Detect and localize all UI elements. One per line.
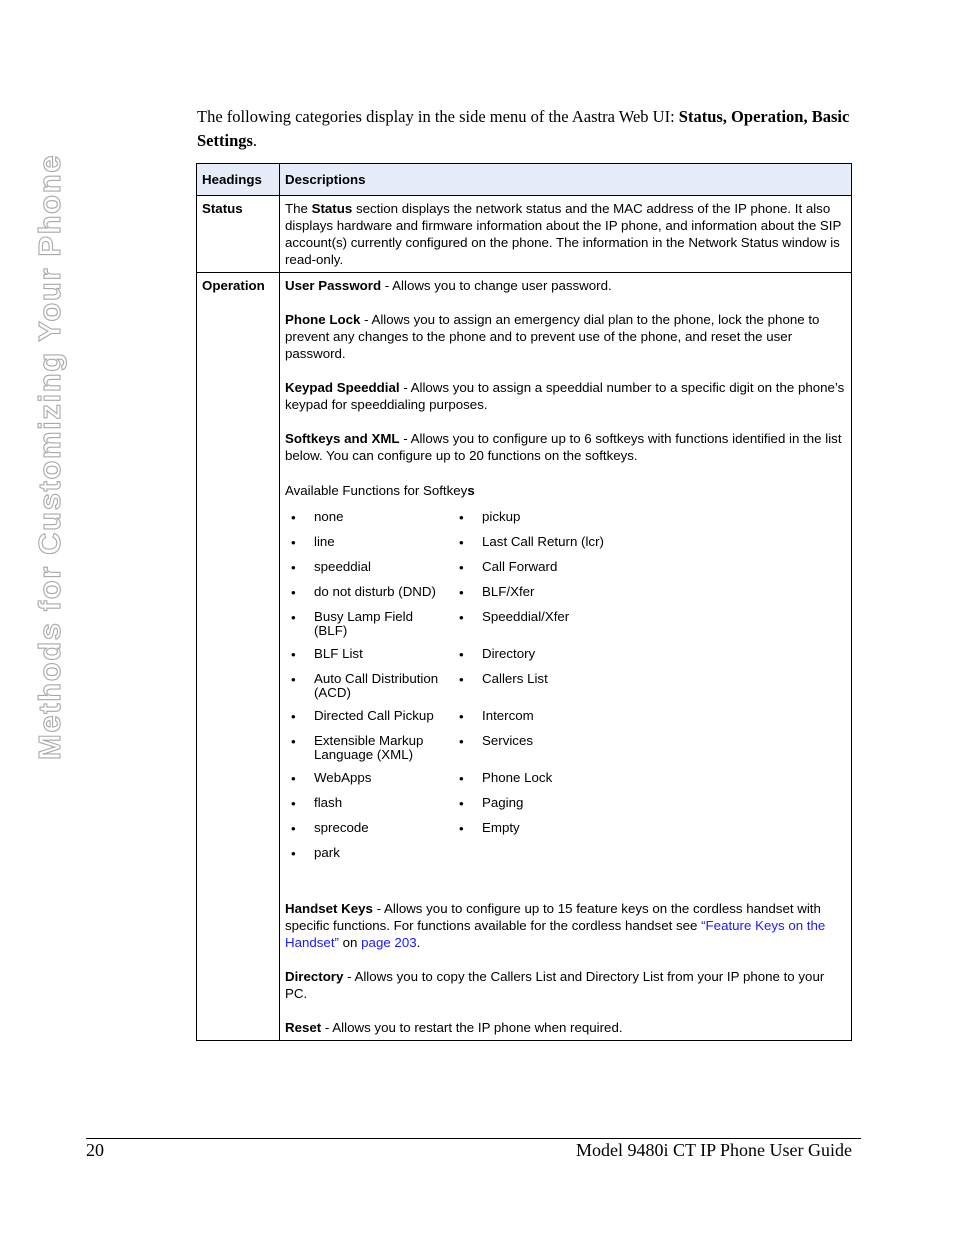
operation-description <box>280 273 852 1041</box>
softkey-functions-list <box>285 509 846 870</box>
function-label: Speeddial/Xfer <box>482 609 570 624</box>
list-item <box>453 534 673 559</box>
operation-heading: Operation <box>197 273 280 1041</box>
intro-paragraph <box>197 105 852 153</box>
status-description <box>280 196 852 273</box>
list-item <box>453 795 673 820</box>
bullet-icon: • <box>291 585 296 600</box>
list-item <box>285 534 453 559</box>
function-label: sprecode <box>314 820 369 835</box>
categories-table <box>196 163 852 1041</box>
function-label: Directory <box>482 646 536 661</box>
list-item <box>453 609 673 646</box>
function-label: park <box>314 845 340 860</box>
function-label: Services <box>482 733 533 748</box>
bullet-icon: • <box>459 796 464 811</box>
list-item <box>285 646 453 671</box>
item-bold: Softkeys and XML <box>285 431 400 446</box>
list-item <box>285 770 453 795</box>
function-label: BLF List <box>314 646 363 661</box>
bullet-icon: • <box>459 535 464 550</box>
chapter-side-title: Methods for Customizing Your Phone <box>32 153 67 760</box>
bullet-icon: • <box>291 672 296 687</box>
directory-item <box>285 968 846 1002</box>
list-item <box>285 584 453 609</box>
bullet-icon: • <box>291 610 296 625</box>
status-heading: Status <box>197 196 280 273</box>
bullet-icon: • <box>291 796 296 811</box>
bullet-icon: • <box>291 846 296 861</box>
footer-divider <box>86 1138 861 1139</box>
header-headings: Headings <box>197 164 280 196</box>
item-bold: Phone Lock <box>285 312 361 327</box>
item-text: - Allows you to assign an emergency dial plan to the phone, lock the phone to prevent any changes to the phone and to prevent use of the phone, and reset the user password. <box>285 312 820 361</box>
list-item <box>285 708 453 733</box>
list-item <box>453 671 673 708</box>
available-functions-label <box>285 482 846 499</box>
item-text: - Allows you to configure up to 15 feature keys on the cordless handset with specific functions. For functions available for the cordless handset see <box>285 901 821 933</box>
header-descriptions: Descriptions <box>280 164 852 196</box>
list-item <box>453 646 673 671</box>
bullet-icon: • <box>459 510 464 525</box>
bullet-icon: • <box>291 510 296 525</box>
function-label: none <box>314 509 344 524</box>
bullet-icon: • <box>459 672 464 687</box>
intro-end: . <box>252 131 258 150</box>
list-item <box>285 795 453 820</box>
function-label: Empty <box>482 820 520 835</box>
list-item <box>285 845 453 870</box>
item-end: . <box>416 935 421 950</box>
bullet-icon: • <box>291 535 296 550</box>
item-text: - Allows you to assign a speeddial number to a specific digit on the phone’s keypad for speeddialing purposes. <box>285 380 845 412</box>
function-label: Auto Call Distribution (ACD) <box>314 671 439 700</box>
item-bold: Keypad Speeddial <box>285 380 400 395</box>
bullet-icon: • <box>459 709 464 724</box>
list-item <box>453 559 673 584</box>
list-item <box>285 820 453 845</box>
function-label: Extensible Markup Language (XML) <box>314 733 424 762</box>
list-item <box>285 733 453 770</box>
item-text: - Allows you to configure up to 6 softkeys with functions identified in the list below. You can configure up to 20 functions on the softkeys. <box>285 431 842 463</box>
bullet-icon: • <box>291 647 296 662</box>
bullet-icon: • <box>291 771 296 786</box>
softkeys-xml-item <box>285 430 846 464</box>
list-item <box>285 671 453 708</box>
item-bold: Reset <box>285 1020 322 1035</box>
bullet-icon: • <box>291 734 296 749</box>
function-label: Directed Call Pickup <box>314 708 434 723</box>
page-link[interactable]: page 203 <box>361 935 417 950</box>
function-label: Call Forward <box>482 559 558 574</box>
intro-text: The following categories display in the side menu of the Aastra Web UI: <box>197 107 679 126</box>
item-text: - Allows you to restart the IP phone when required. <box>321 1020 623 1035</box>
bullet-icon: • <box>459 585 464 600</box>
bullet-icon: • <box>459 610 464 625</box>
bullet-icon: • <box>459 734 464 749</box>
table-header-row <box>197 164 852 196</box>
function-label: WebApps <box>314 770 372 785</box>
feature-keys-link[interactable]: “Feature Keys on the Handset” <box>285 918 826 950</box>
status-text: section displays the network status and the MAC address of the IP phone. It also displays hardware and firmware information about the IP phone, and information about the SIP account(s) currently configured on the phone. The information in the Network Status window is read-only. <box>285 201 842 267</box>
bullet-icon: • <box>291 560 296 575</box>
table-row-status <box>197 196 852 273</box>
bullet-icon: • <box>459 560 464 575</box>
function-label: Callers List <box>482 671 548 686</box>
reset-item <box>285 1019 846 1036</box>
function-label: Last Call Return (lcr) <box>482 534 604 549</box>
bullet-icon: • <box>291 709 296 724</box>
list-item <box>453 820 673 845</box>
handset-keys-item <box>285 900 846 951</box>
table-row-operation <box>197 273 852 1041</box>
list-item <box>453 708 673 733</box>
function-label: Paging <box>482 795 524 810</box>
list-item <box>453 584 673 609</box>
intro-bold: Status, Operation, Basic Settings <box>197 107 850 150</box>
status-pre: The <box>285 201 312 216</box>
function-label: Busy Lamp Field (BLF) <box>314 609 414 638</box>
page-number: 20 <box>86 1140 104 1160</box>
function-label: Intercom <box>482 708 534 723</box>
item-bold: User Password <box>285 278 382 293</box>
item-mid: on <box>338 935 362 950</box>
function-label: line <box>314 534 335 549</box>
bullet-icon: • <box>291 821 296 836</box>
user-password-item <box>285 277 846 294</box>
list-item <box>285 559 453 584</box>
item-text: - Allows you to copy the Callers List and Directory List from your IP phone to your PC. <box>285 969 825 1001</box>
list-item <box>285 509 453 534</box>
keypad-speeddial-item <box>285 379 846 413</box>
list-item <box>453 770 673 795</box>
phone-lock-item <box>285 311 846 362</box>
list-item <box>453 733 673 770</box>
item-bold: Handset Keys <box>285 901 373 916</box>
list-item <box>453 509 673 534</box>
function-label: Phone Lock <box>482 770 553 785</box>
bullet-icon: • <box>459 771 464 786</box>
function-label: pickup <box>482 509 521 524</box>
function-label: do not disturb (DND) <box>314 584 436 599</box>
bullet-icon: • <box>459 821 464 836</box>
function-label: BLF/Xfer <box>482 584 535 599</box>
available-label: Available Functions for Softkey <box>285 483 468 498</box>
item-bold: Directory <box>285 969 344 984</box>
list-item <box>285 609 453 646</box>
available-label-end: s <box>467 483 475 498</box>
guide-title: Model 9480i CT IP Phone User Guide <box>576 1140 852 1160</box>
item-text: - Allows you to change user password. <box>381 278 612 293</box>
function-label: speeddial <box>314 559 371 574</box>
status-bold: Status <box>311 201 353 216</box>
bullet-icon: • <box>459 647 464 662</box>
function-label: flash <box>314 795 343 810</box>
